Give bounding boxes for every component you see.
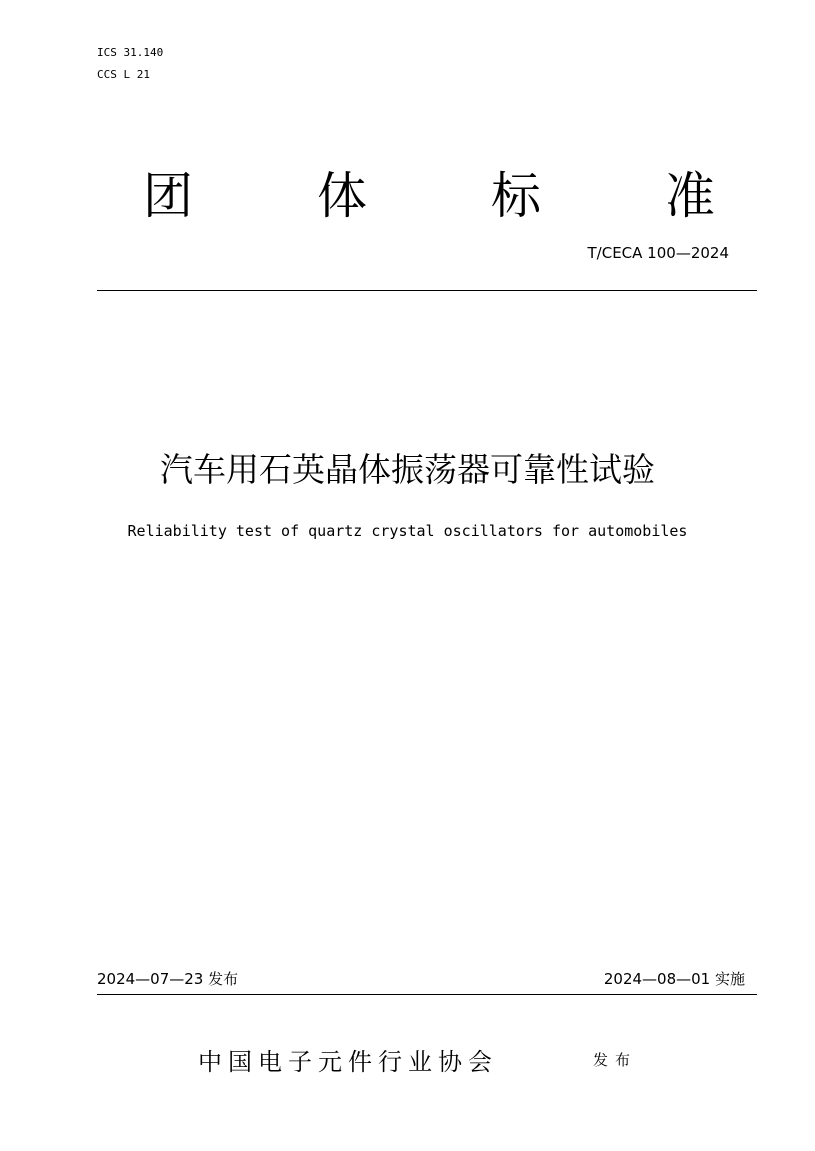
footer-divider	[97, 994, 757, 995]
standard-type-heading	[97, 166, 757, 230]
issuing-organization: 中国电子元件行业协会	[198, 1048, 498, 1076]
title-chinese: 汽车用石英晶体振荡器可靠性试验	[160, 450, 655, 489]
header-divider	[97, 290, 757, 291]
standard-type-char-3: 标	[491, 167, 541, 225]
issue-date: 2024—07—23 发布	[97, 970, 239, 988]
title-english: Reliability test of quartz crystal oscillators for automobiles	[127, 522, 688, 540]
ics-code: ICS 31.140	[97, 46, 164, 59]
standard-type-char-4: 准	[665, 167, 715, 225]
standard-number: T/CECA 100—2024	[587, 244, 729, 262]
ccs-code: CCS L 21	[97, 68, 150, 81]
standard-type-char-1: 团	[143, 167, 193, 225]
classification-codes	[97, 42, 163, 86]
implementation-date: 2024—08—01 实施	[603, 970, 745, 988]
issued-label: 发布	[593, 1051, 638, 1069]
standard-type-char-2: 体	[317, 167, 367, 225]
